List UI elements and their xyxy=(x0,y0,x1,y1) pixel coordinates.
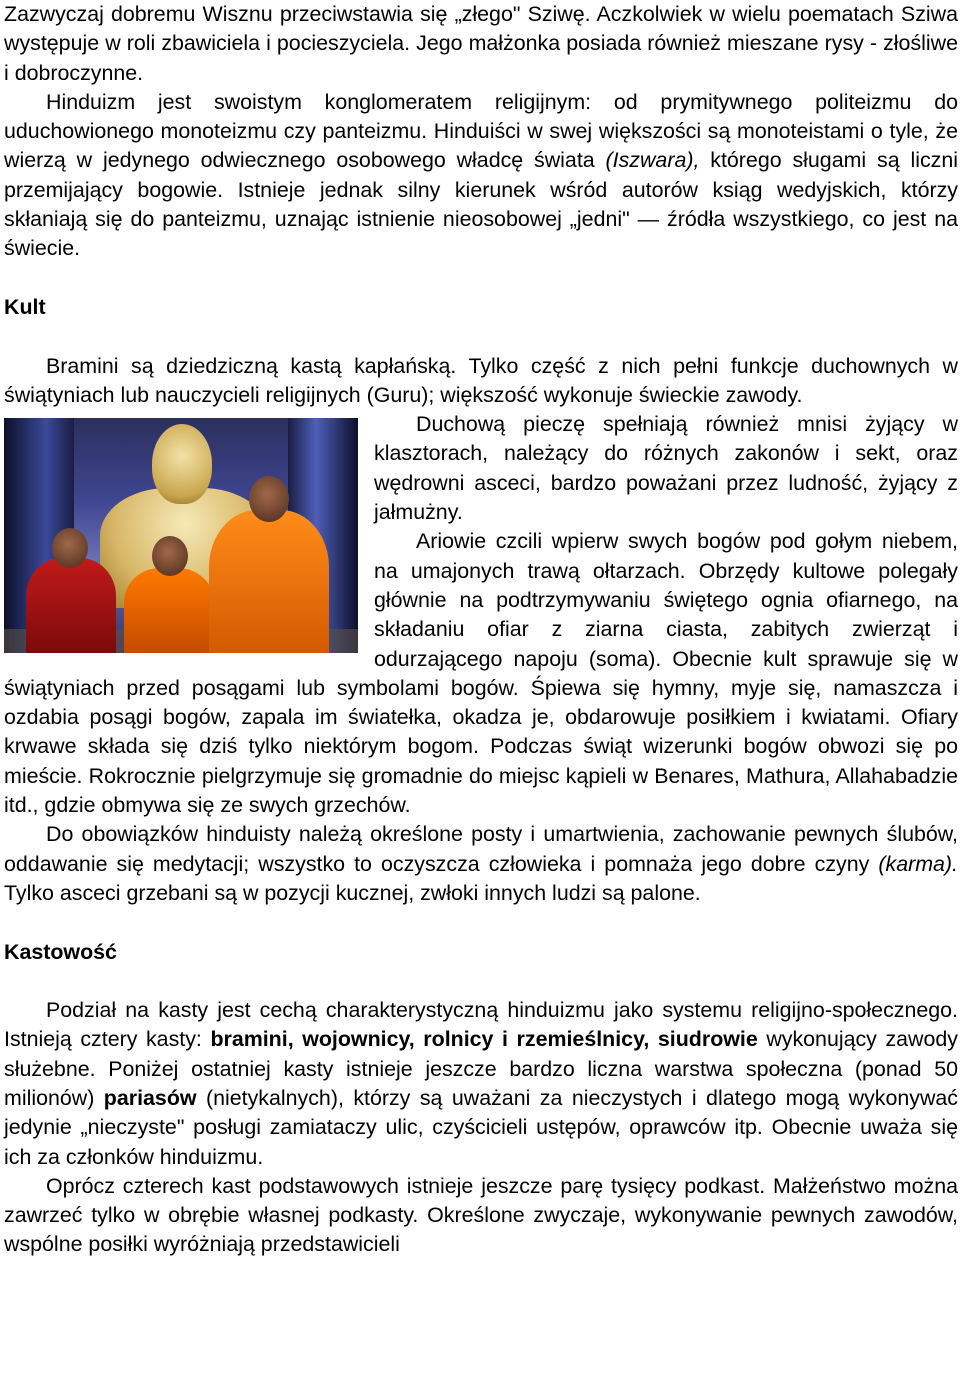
monk-face xyxy=(52,528,88,568)
text-run: którego sługami są liczni przemijający bogowie. Istnieje jednak silny kierunek wśród autorów ksiąg wedyjskich, którzy skłaniają się do panteizmu, uznając istnienie nieosobowej „jedni" — źródła wszystkiego, co jest na świecie. xyxy=(4,148,959,261)
buddha-statue-head xyxy=(152,424,212,504)
monk-red-robe xyxy=(26,558,116,653)
text-run: Hinduizm jest swoistym konglomeratem religijnym: od prymitywnego politeizmu do uduchowionego monoteizmu czy panteizmu. Hinduiści w swej większości są monoteistami o tyle, że wierzą w jedynego odwiecznego osobowego władcę świata xyxy=(4,89,958,173)
heading-kult: Kult xyxy=(4,294,46,319)
monks-photo xyxy=(4,418,358,653)
monk-face xyxy=(249,476,289,522)
paragraph-podkasty: Oprócz czterech kast podstawowych istnieje jeszcze parę tysięcy podkast. Małżeństwo można zawrzeć tylko w obrębie własnej podkasty. Określone zwyczaje, wykonywanie pewnych zawodów, wspólne posiłki wyróżniają przedstawicieli xyxy=(4,1173,958,1257)
paragraph-hinduizm xyxy=(4,88,958,264)
bold-term: bramini, wojownicy, rolnicy i rzemieślnicy, siudrowie xyxy=(210,1027,758,1052)
paragraph-wisznu-sziwa: Zazwyczaj dobremu Wisznu przeciwstawia się „złego" Sziwę. Aczkolwiek w wielu poematach Sziwa występuje w roli zbawiciela i pocieszyciela. Jego małżonka posiada również mieszane rysy - złośliwe i dobroczynne. xyxy=(4,2,958,85)
text-run: (nietykalnych), którzy są uważani za nieczystych i dlatego mogą wykonywać jedynie „nieczyste" posługi zamiataczy ulic, czyścicieli ustępów, oprawców itp. Obecnie uważa się ich za członków hinduizmu. xyxy=(4,1085,959,1169)
monk-tall-orange-robe xyxy=(209,510,329,653)
spacer xyxy=(4,967,958,996)
paragraph-obowiazki xyxy=(4,820,958,908)
paragraph-kasty xyxy=(4,996,958,1172)
spacer xyxy=(4,908,958,937)
document-page xyxy=(4,0,958,1260)
text-run: Podział na kasty jest cechą charakterystyczną hinduizmu jako systemu religijno-społecznego. Istnieją cztery kasty: xyxy=(4,998,958,1052)
text-run: Obecnie kult sprawuje się w świątyniach przed posągami lub symbolami bogów. Śpiewa się hymny, myje się, namaszcza i ozdabia posągi bogów, zapala im światełka, okadza je, obdarowuje posiłkiem i kwiatami. Ofiary krwawe składa się dziś tylko niektórym bogom. Podczas świąt wizerunki bogów obwozi się po mieście. Rokrocznie pielgrzymuje się gromadnie do miejsc kąpieli w Benares, Mathura, Allahabadzie itd., gdzie obmywa się ze swych grzechów. xyxy=(4,646,958,818)
text-run: wykonujący zawody służebne. Poniżej ostatniej kasty istnieje jeszcze bardzo liczna warstwa społeczna (ponad 50 milionów) xyxy=(4,1027,958,1110)
heading-kastowosc: Kastowość xyxy=(4,939,117,964)
paragraph-bramini: Bramini są dziedziczną kastą kapłańską. Tylko część z nich pełni funkcje duchownych w świątyniach lub nauczycieli religijnych (Guru); większość wykonuje świeckie zawody. xyxy=(4,353,958,407)
monk-orange-robe xyxy=(124,568,214,653)
spacer xyxy=(4,264,958,293)
text-run: Tylko asceci grzebani są w pozycji kucznej, zwłoki innych ludzi są palone. xyxy=(4,880,701,905)
text-run: (soma). xyxy=(588,646,662,671)
bold-term: pariasów xyxy=(103,1085,197,1110)
italic-term: (karma). xyxy=(878,851,958,876)
italic-term: (Iszwara), xyxy=(605,148,700,173)
text-run: Do obowiązków hinduisty należą określone posty i umartwienia, zachowanie pewnych ślubów, oddawanie się medytacji; wszystko to oczyszcza człowieka i pomnaża jego dobre czyny xyxy=(4,822,958,876)
monk-face xyxy=(152,536,188,576)
paragraph-mnisi: Duchową pieczę spełniają również mnisi żyjący w klasztorach, należący do różnych zakonów i sekt, oraz wędrowni asceci, bardzo poważani przez ludność, żyjący z jałmużny. xyxy=(374,412,958,525)
spacer xyxy=(4,322,958,351)
text-run: Ariowie czcili wpierw swych bogów pod gołym niebem, na umajonych trawą ołtarzach. Obrzędy kultowe polegały głównie na podtrzymywaniu świętego ognia ofiarnego, na składaniu ofiar z ziarna ciasta, zabitych zwierząt i odurzającego napoju xyxy=(374,529,958,671)
